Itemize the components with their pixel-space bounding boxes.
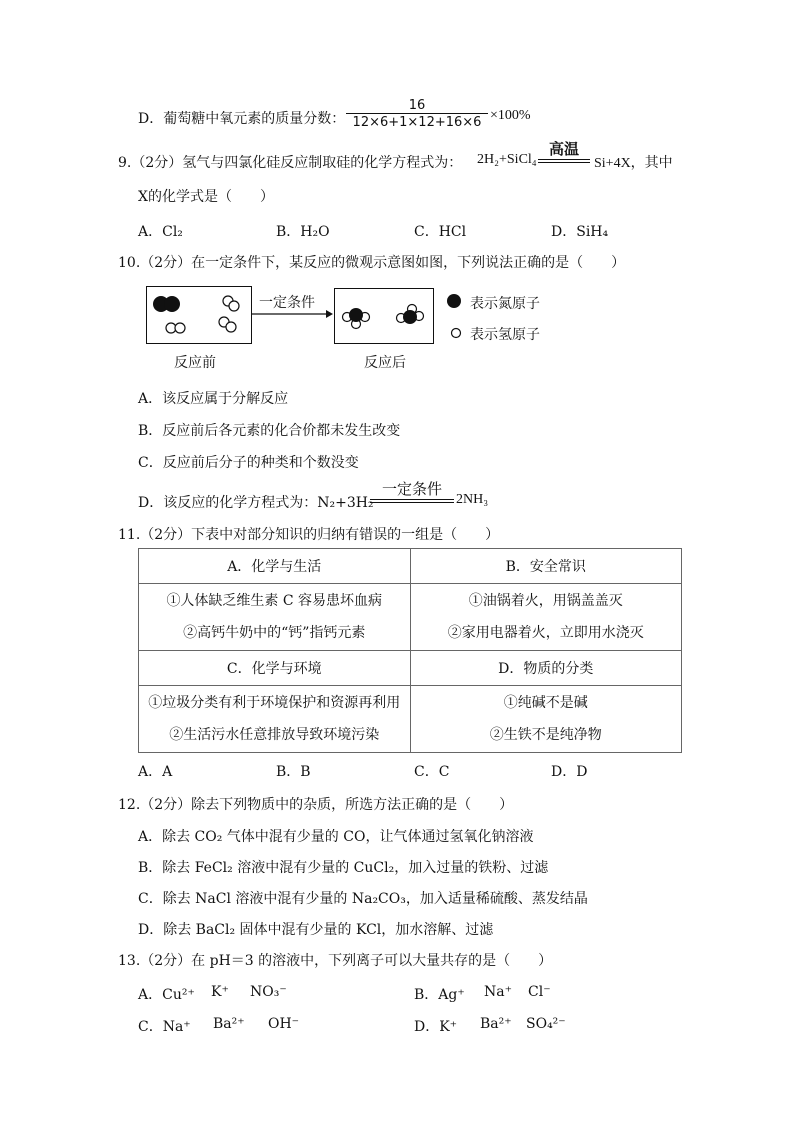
cell-b-body xyxy=(410,584,682,651)
q10-option-a: A．该反应属于分解反应 xyxy=(138,391,289,407)
cell-a-body xyxy=(139,584,411,651)
table-row xyxy=(139,549,682,584)
cell-a-line2: ②高钙牛奶中的“钙”指钙元素 xyxy=(183,625,366,641)
q11-option-d: D．D xyxy=(551,764,588,780)
q9-equation-left: 2H₂+SiCl₄ xyxy=(477,152,537,167)
q10-option-d-product: 2NH₃ xyxy=(456,492,489,507)
q13-option-c-ion3: OH⁻ xyxy=(268,1016,300,1032)
n2-molecule xyxy=(153,296,180,312)
table-row xyxy=(139,651,682,686)
q9-option-c: C．HCl xyxy=(414,224,467,240)
before-reaction-box xyxy=(146,286,252,344)
q12-option-c: C．除去 NaCl 溶液中混有少量的 Na₂CO₃，加入适量稀硫酸、蒸发结晶 xyxy=(138,891,588,907)
mass-fraction-formula xyxy=(346,98,488,130)
h2-molecule xyxy=(223,296,239,311)
fraction-numerator: 16 xyxy=(346,98,488,114)
after-label: 反应后 xyxy=(364,355,406,371)
table-row xyxy=(139,584,682,651)
q13-option-c-ion1: C．Na⁺ xyxy=(138,1019,191,1035)
q9-stem: 9.（2分）氢气与四氯化硅反应制取硅的化学方程式为： xyxy=(118,155,463,171)
q9-condition-label: 高温 xyxy=(548,140,579,158)
after-reaction-box xyxy=(334,288,434,344)
cell-d-title: D．物质的分类 xyxy=(410,651,682,686)
cell-a-line1: ①人体缺乏维生素 C 容易患坏血病 xyxy=(166,593,383,609)
q13-option-d-ion1: D．K⁺ xyxy=(414,1019,458,1035)
cell-c-line2: ②生活污水任意排放导致环境污染 xyxy=(169,727,380,743)
q13-option-c-ion2: Ba²⁺ xyxy=(213,1016,245,1032)
q10-option-b: B．反应前后各元素的化合价都未发生改变 xyxy=(138,423,401,439)
q11-option-b: B．B xyxy=(276,764,311,780)
q13-stem: 13.（2分）在 pH＝3 的溶液中，下列离子可以大量共存的是（ ） xyxy=(118,953,553,969)
fraction-suffix: ×100% xyxy=(490,108,531,123)
after-molecules xyxy=(335,289,433,343)
cell-b-line1: ①油锅着火，用锅盖盖灭 xyxy=(468,593,623,609)
q12-option-a: A．除去 CO₂ 气体中混有少量的 CO，让气体通过氢氧化钠溶液 xyxy=(138,829,534,845)
knowledge-summary-table xyxy=(138,548,682,753)
cell-d-body xyxy=(410,686,682,753)
before-molecules xyxy=(147,287,251,343)
q11-stem: 11.（2分）下表中对部分知识的归纳有错误的一组是（ ） xyxy=(118,527,500,543)
q13-option-b-ion1: B．Ag⁺ xyxy=(414,987,465,1003)
q10-condition-label: 一定条件 xyxy=(381,480,442,498)
before-label: 反应前 xyxy=(174,355,216,371)
q9-option-b: B．H₂O xyxy=(276,224,330,240)
table-row xyxy=(139,686,682,753)
q9-option-d: D．SiH₄ xyxy=(551,224,609,240)
q12-option-b: B．除去 FeCl₂ 溶液中混有少量的 CuCl₂，加入过量的铁粉、过滤 xyxy=(138,860,549,876)
q10-stem: 10.（2分）在一定条件下，某反应的微观示意图如图，下列说法正确的是（ ） xyxy=(118,255,626,271)
nh3-molecule xyxy=(397,305,424,325)
cell-d-line1: ①纯碱不是碱 xyxy=(503,695,588,711)
q9-reaction-condition xyxy=(538,138,590,163)
cell-a-title: A．化学与生活 xyxy=(139,549,411,584)
cell-c-body xyxy=(139,686,411,753)
q9-option-a: A．Cl₂ xyxy=(138,224,183,240)
q10-option-d-prefix: D．该反应的化学方程式为：N₂+3H₂ xyxy=(138,495,374,511)
q9-equals-sign xyxy=(538,159,590,163)
q13-option-d-ion3: SO₄²⁻ xyxy=(526,1016,566,1032)
q13-option-a-ion1: A．Cu²⁺ xyxy=(138,987,195,1003)
h2-molecule xyxy=(166,323,185,333)
q10-equals-sign xyxy=(370,499,454,503)
q12-stem: 12.（2分）除去下列物质中的杂质，所选方法正确的是（ ） xyxy=(118,797,514,813)
q9-equation-right: Si+4X，其中 xyxy=(594,156,673,171)
q12-option-d: D．除去 BaCl₂ 固体中混有少量的 KCl，加水溶解、过滤 xyxy=(138,922,494,938)
cell-b-title: B．安全常识 xyxy=(410,549,682,584)
q10-reaction-condition xyxy=(370,478,454,503)
legend-hydrogen-label: 表示氢原子 xyxy=(470,327,540,343)
cell-c-title: C．化学与环境 xyxy=(139,651,411,686)
q11-option-c: C．C xyxy=(414,764,450,780)
q11-option-a: A．A xyxy=(138,764,173,780)
q8-option-d-text: D．葡萄糖中氧元素的质量分数： xyxy=(138,111,346,127)
nh3-molecule xyxy=(343,308,370,329)
nitrogen-atom-legend-icon xyxy=(446,293,462,309)
q10-option-c: C．反应前后分子的种类和个数没变 xyxy=(138,455,359,471)
q13-option-b-ion2: Na⁺ xyxy=(484,984,512,1000)
q13-option-b-ion3: Cl⁻ xyxy=(528,984,551,1000)
q13-option-a-ion3: NO₃⁻ xyxy=(250,984,287,1000)
q13-option-a-ion2: K⁺ xyxy=(211,984,229,1000)
hydrogen-atom-legend-icon xyxy=(450,327,462,339)
arrow-condition-label: 一定条件 xyxy=(259,295,315,311)
q9-stem-line2: X的化学式是（ ） xyxy=(138,189,274,205)
q13-option-d-ion2: Ba²⁺ xyxy=(480,1016,512,1032)
h2-molecule xyxy=(219,317,236,332)
cell-c-line1: ①垃圾分类有利于环境保护和资源再利用 xyxy=(148,695,401,711)
cell-b-line2: ②家用电器着火，立即用水浇灭 xyxy=(447,625,644,641)
reaction-arrow-icon xyxy=(252,309,334,319)
legend-nitrogen-label: 表示氮原子 xyxy=(470,296,540,312)
fraction-denominator: 12×6+1×12+16×6 xyxy=(352,115,482,130)
cell-d-line2: ②生铁不是纯净物 xyxy=(489,727,602,743)
